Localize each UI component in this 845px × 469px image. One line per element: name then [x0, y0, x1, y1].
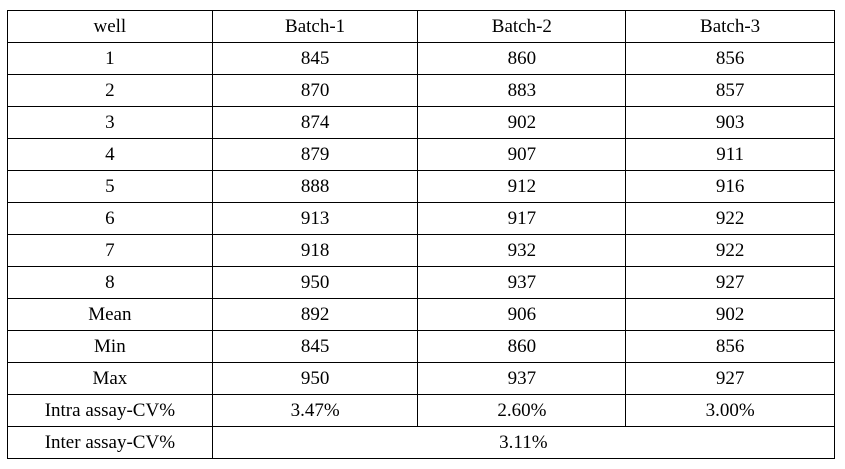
table-row	[8, 171, 835, 203]
cell-batch-1: 892	[212, 299, 418, 331]
inter-assay-label: Inter assay-CV%	[8, 427, 213, 459]
row-label: 5	[8, 171, 213, 203]
cell-batch-1: 845	[212, 331, 418, 363]
table-row	[8, 395, 835, 427]
cell-batch-3: 916	[626, 171, 835, 203]
cell-batch-2: 907	[418, 139, 626, 171]
footer-row	[8, 427, 835, 459]
cell-batch-3: 903	[626, 107, 835, 139]
row-label: 7	[8, 235, 213, 267]
cell-batch-2: 2.60%	[418, 395, 626, 427]
cell-batch-1: 950	[212, 363, 418, 395]
header-cell-batch-2: Batch-2	[418, 11, 626, 43]
row-label: 2	[8, 75, 213, 107]
row-label: Min	[8, 331, 213, 363]
table-row	[8, 363, 835, 395]
cell-batch-2: 932	[418, 235, 626, 267]
cell-batch-2: 860	[418, 43, 626, 75]
cell-batch-3: 911	[626, 139, 835, 171]
table-row	[8, 43, 835, 75]
cell-batch-3: 902	[626, 299, 835, 331]
cell-batch-1: 950	[212, 267, 418, 299]
cell-batch-1: 913	[212, 203, 418, 235]
cell-batch-3: 856	[626, 331, 835, 363]
header-cell-batch-3: Batch-3	[626, 11, 835, 43]
cell-batch-3: 857	[626, 75, 835, 107]
table-row	[8, 107, 835, 139]
data-table	[7, 10, 835, 459]
cell-batch-1: 3.47%	[212, 395, 418, 427]
row-label: Max	[8, 363, 213, 395]
cell-batch-3: 922	[626, 203, 835, 235]
cell-batch-1: 918	[212, 235, 418, 267]
cell-batch-1: 870	[212, 75, 418, 107]
row-label: Intra assay-CV%	[8, 395, 213, 427]
table-row	[8, 235, 835, 267]
cell-batch-2: 917	[418, 203, 626, 235]
row-label: Mean	[8, 299, 213, 331]
cell-batch-3: 927	[626, 267, 835, 299]
cell-batch-3: 3.00%	[626, 395, 835, 427]
row-label: 1	[8, 43, 213, 75]
table-row	[8, 267, 835, 299]
cell-batch-2: 937	[418, 267, 626, 299]
cell-batch-1: 845	[212, 43, 418, 75]
table-row	[8, 331, 835, 363]
row-label: 8	[8, 267, 213, 299]
cell-batch-2: 883	[418, 75, 626, 107]
cell-batch-1: 874	[212, 107, 418, 139]
header-row	[8, 11, 835, 43]
cell-batch-2: 902	[418, 107, 626, 139]
cell-batch-2: 906	[418, 299, 626, 331]
inter-assay-value: 3.11%	[212, 427, 834, 459]
table-row	[8, 139, 835, 171]
row-label: 3	[8, 107, 213, 139]
cell-batch-3: 922	[626, 235, 835, 267]
cell-batch-1: 888	[212, 171, 418, 203]
table-row	[8, 203, 835, 235]
header-cell-batch-1: Batch-1	[212, 11, 418, 43]
row-label: 4	[8, 139, 213, 171]
table-row	[8, 299, 835, 331]
cell-batch-2: 937	[418, 363, 626, 395]
row-label: 6	[8, 203, 213, 235]
cell-batch-3: 856	[626, 43, 835, 75]
cell-batch-2: 912	[418, 171, 626, 203]
table-row	[8, 75, 835, 107]
header-cell-well: well	[8, 11, 213, 43]
cell-batch-1: 879	[212, 139, 418, 171]
cell-batch-2: 860	[418, 331, 626, 363]
cell-batch-3: 927	[626, 363, 835, 395]
